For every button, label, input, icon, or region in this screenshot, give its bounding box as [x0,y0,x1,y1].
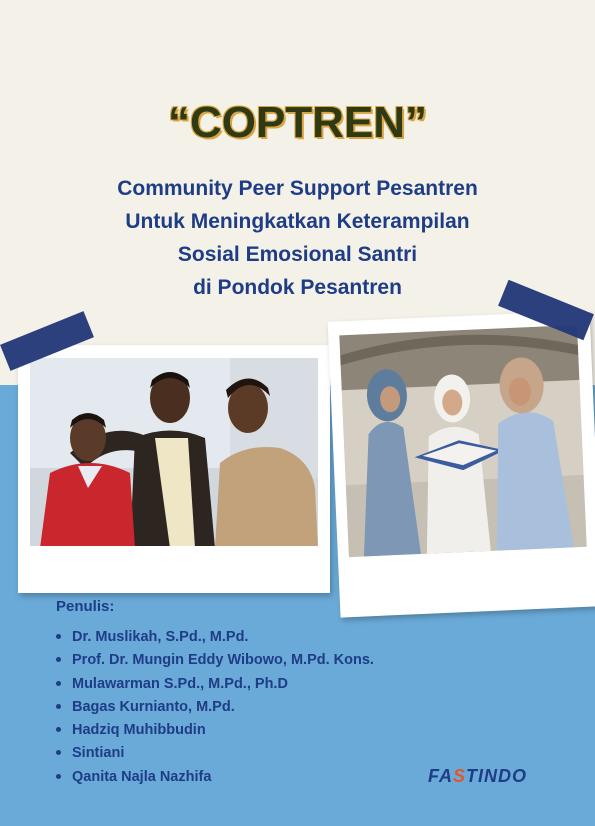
bullet-icon [56,634,61,639]
photo-image-boys [30,358,318,546]
subtitle-line: di Pondok Pesantren [193,276,402,299]
author-name: Dr. Muslikah, S.Pd., M.Pd. [72,629,249,645]
photo-image-girls-reading [339,325,586,557]
subtitle-line: Untuk Meningkatkan Keterampilan [125,210,470,233]
author-name: Qanita Najla Nazhifa [72,768,212,785]
author-name: Bagas Kurnianto, M.Pd. [72,698,235,715]
author-item [56,627,374,650]
lightning-bolt-icon: S [453,766,467,786]
author-item [56,720,374,743]
author-item [56,674,374,697]
subtitle-line: Community Peer Support Pesantren [117,177,478,200]
author-item [56,767,374,790]
author-name: Sintiani [72,745,125,762]
book-title: “COPTREN” [167,98,428,147]
authors-heading: Penulis: [56,598,115,615]
author-name: Mulawarman S.Pd., M.Pd., Ph.D [72,675,288,692]
bullet-icon [56,704,61,709]
bullet-icon [56,681,61,686]
polaroid-photo-group-of-boys [18,345,330,593]
publisher-logo-prefix: FA [428,766,454,786]
polaroid-photo-girls-reading [328,310,595,617]
author-item [56,650,374,673]
author-name: Prof. Dr. Mungin Eddy Wibowo, M.Pd. Kons. [72,652,374,669]
author-item [56,697,374,720]
author-list [56,627,374,790]
bullet-icon [56,774,61,779]
publisher-logo [428,766,527,787]
publisher-logo-suffix: TINDO [466,766,528,786]
bullet-icon [56,727,61,732]
author-name: Hadziq Muhibbudin [72,722,206,739]
bullet-icon [56,750,61,755]
author-item [56,743,374,766]
bullet-icon [56,657,61,662]
subtitle-line: Sosial Emosional Santri [177,243,418,266]
